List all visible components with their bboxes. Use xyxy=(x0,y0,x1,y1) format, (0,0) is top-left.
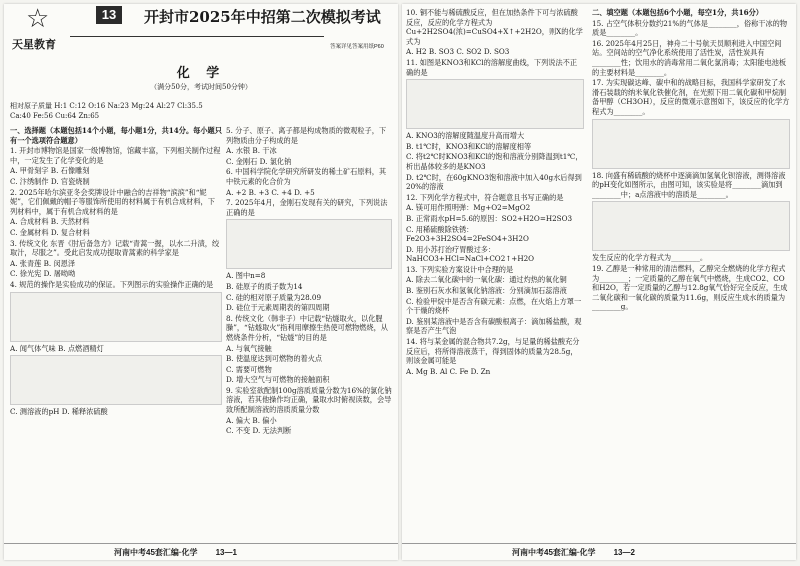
question-text: 14. 将与某金属的混合物共7.2g，与足量的稀盐酸充分反应后，将所得溶液蒸干，得到固体的质量为28.5g，则该金属可能是 xyxy=(406,337,580,366)
solubility-curve-figure xyxy=(406,79,584,129)
question-options: A. +2 B. +3 C. +4 D. +5 xyxy=(226,187,315,197)
exam-time-note: （满分50分，考试时间50分钟） xyxy=(150,83,252,91)
question-text: 19. 乙醇是一种常用的清洁燃料，乙醇完全燃烧的化学方程式为________；一定质量的乙醇在氧气中燃烧，生成CO2、CO和H2O，若一定质量的乙醇与12.8g氧气恰好完全反应，生成二氧化碳和一氧化碳的质量为11.6g，则反应生成水的质量为________g。 xyxy=(592,263,788,312)
reaction-microscopic-figure xyxy=(592,119,790,169)
question-options: C. 徐光宪 D. 屠呦呦 xyxy=(10,269,76,279)
question-options: A. 水银 B. 干冰 xyxy=(226,146,277,156)
question-text: 13. 下列实验方案设计中合理的是 xyxy=(406,264,514,274)
question-options: C. 测溶液的pH D. 稀释浓硫酸 xyxy=(10,407,108,417)
question-text: 1. 开封市博物馆是国家一级博物馆，馆藏丰富，下列相关制作过程中，一定发生了化学变化的是 xyxy=(10,146,221,165)
question-text: 9. 实验室欲配制100g溶质质量分数为16%的氯化钠溶液，若其他操作均正确，量取水时俯视读数，会导致所配制溶液的溶质质量分数 xyxy=(226,385,392,415)
question-text: 17. 为实现碳达峰、碳中和的战略目标，我国科学家研发了水滑石装载的纳米氧化铁催化剂，在光照下用二氧化碳和甲烷制备甲醇（CH3OH），反应的微观示意图如下，该反应的化学方程式为________。 xyxy=(592,78,790,116)
question-options: A. H2 B. SO3 C. SO2 D. SO3 xyxy=(406,47,510,57)
question-text: 6. 中国科学院化学研究所研发的稀土矿石原料，其中铁元素的化合价为 xyxy=(226,167,387,186)
question-options: A. 张青莲 B. 闵恩泽 xyxy=(10,258,76,268)
exam-number-badge: 13 xyxy=(96,6,122,24)
tianxing-logo xyxy=(8,6,70,54)
atomic-masses: 相对原子质量 H:1 C:12 O:16 Na:23 Mg:24 Al:27 Cl:35.5 Ca:40 Fe:56 Cu:64 Zn:65 xyxy=(10,102,203,120)
question-options: A. Mg B. Al C. Fe D. Zn xyxy=(406,366,491,376)
question-options: A. 与氧气接触 xyxy=(226,343,272,353)
section-heading: 二、填空题（本题包括6个小题，每空1分，共16分） xyxy=(592,8,763,17)
silicon-element-figure xyxy=(226,219,392,269)
brand-name: 天星教育 xyxy=(12,39,56,51)
question-text: 11. 如图是KNO3和KCl的溶解度曲线，下列说法不正确的是 xyxy=(406,57,578,77)
question-options: D. 硅位于元素周期表的第四周期 xyxy=(226,303,330,313)
question-options: D. 用小苏打治疗胃酸过多：NaHCO3+HCl=NaCl+CO2↑+H2O xyxy=(406,244,535,264)
question-text: 18. 向盛有稀硫酸的烧杯中逐滴滴加氢氧化钡溶液，测得溶液的pH变化如图所示，由图可知，该实验是将________滴加到________中；a点溶液中的溶质是________。 xyxy=(592,170,786,199)
question-options: C. 检验甲烷中是否含有碳元素：点燃，在火焰上方罩一个干燥的烧杯 xyxy=(406,296,582,316)
ph-curve-figure xyxy=(592,201,790,251)
question-text: 10. 铜不能与稀硫酸反应，但在加热条件下可与浓硫酸反应，反应的化学方程式为 Cu+2H2SO4(浓)=CuSO4+X↑+2H2O，则X的化学式为 xyxy=(406,8,583,46)
question-options: A. 镁可用作照明弹：Mg+O2=MgO2 xyxy=(406,203,531,213)
exam-page-left xyxy=(4,4,398,560)
question-text: 5. 分子、原子、离子都是构成物质的微观粒子，下列物质由分子构成的是 xyxy=(226,126,387,145)
footer-series: 河南中考45套汇编·化学 xyxy=(114,547,198,557)
page-footer xyxy=(4,543,398,560)
star-icon: ☆ xyxy=(26,4,50,34)
lab-operation-figure xyxy=(10,292,222,342)
question-text: 16. 2025年4月25日，神舟二十号航天员顺利进入中国空间站。空间站的空气净化系统使用了活性炭，活性炭具有________性；饮用水的消毒常用二氧化氯消毒；太阳能电池板的主要材料是________。 xyxy=(592,38,787,77)
question-options: A. 图中n=8 xyxy=(226,271,266,281)
question-options: B. t1℃时，KNO3和KCl的溶解度相等 xyxy=(406,141,532,151)
title-divider xyxy=(70,36,324,37)
question-options: A. 合成材料 B. 天然材料 xyxy=(10,217,90,227)
question-options: C. 汴绣制作 D. 官瓷烧制 xyxy=(10,176,90,186)
lab-operation-figure xyxy=(10,355,222,405)
question-options: C. 用稀硫酸除铁锈：Fe2O3+3H2SO4=2FeSO4+3H2O xyxy=(406,224,529,244)
question-options: A. 除去二氧化碳中的一氧化碳：通过灼热的氧化铜 xyxy=(406,275,567,285)
right-column-1 xyxy=(406,8,584,544)
question-options: C. 硅的相对原子质量为28.09 xyxy=(226,292,322,302)
question-options: B. 使温度达到可燃物的着火点 xyxy=(226,354,323,364)
question-options: A. 偏大 B. 偏小 xyxy=(226,415,277,425)
question-options: B. 鉴别石灰水和氢氧化钠溶液：分别滴加石蕊溶液 xyxy=(406,286,567,296)
footer-page-number: 13—1 xyxy=(215,547,237,557)
answer-location-note: 答案详见答案用纸P60 xyxy=(330,44,384,50)
page-footer xyxy=(402,543,796,560)
subject-title: 化 学 xyxy=(176,66,226,81)
question-text: 2. 2025年哈尔滨亚冬会奖牌设计中融合的吉祥物“滨滨”和“妮妮”，它们佩戴的帽子等服饰所使用的材料属于有机合成材料，下列材料中，属于有机合成材料的是 xyxy=(10,187,215,216)
question-text: 7. 2025年4月，金刚石发现有关的研究，下列说法正确的是 xyxy=(226,198,388,217)
question-options: A. 闻气体气味 B. 点燃酒精灯 xyxy=(10,343,104,353)
question-text: 12. 下列化学方程式中，符合题意且书写正确的是 xyxy=(406,192,564,202)
left-column-1 xyxy=(10,126,222,544)
question-options: C. 金属材料 D. 复合材料 xyxy=(10,227,90,237)
question-options: A. 甲骨刻字 B. 石像雕刻 xyxy=(10,166,90,176)
footer-series: 河南中考45套汇编·化学 xyxy=(512,547,596,557)
question-text: 15. 占空气体积分数约21%的气体是________，俗称干冰的物质是________。 xyxy=(592,18,788,38)
question-options: B. 正常雨水pH=5.6的原因：SO2+H2O=H2SO3 xyxy=(406,213,573,223)
question-options: A. KNO3的溶解度随温度升高而增大 xyxy=(406,131,525,141)
right-column-2 xyxy=(592,8,790,544)
footer-page-number: 13—2 xyxy=(613,547,635,557)
question-options: C. 将t2℃时KNO3和KCl的饱和溶液分别降温到t1℃，析出晶体较多的是KNO3 xyxy=(406,152,583,171)
question-options: D. t2℃时，在60gKNO3饱和溶液中加入40g水后得到20%的溶液 xyxy=(406,172,582,192)
question-options: C. 不变 D. 无法判断 xyxy=(226,426,292,436)
question-options: D. 增大空气与可燃物的接触面积 xyxy=(226,375,330,385)
question-options: C. 金刚石 D. 氯化钠 xyxy=(226,156,292,166)
question-options: C. 需要可燃物 xyxy=(226,364,272,374)
question-text: 8. 传统文化（韩非子）中记载“钻燧取火，以化腥臊”，“钻燧取火”指利用摩擦生热使可燃物燃烧，从燃烧条件分析，“钻燧”的目的是 xyxy=(226,313,388,342)
question-text: 3. 传统文化 东晋《肘后备急方》记载“青蒿一握，以水二升渍，绞取汁，尽服之”。受此启发成功提取青蒿素的科学家是 xyxy=(10,238,220,258)
question-options: D. 鉴别某溶液中是否含有碳酸根离子：滴加稀盐酸，观察是否产生气泡 xyxy=(406,316,582,336)
question-options: B. 硅原子的质子数为14 xyxy=(226,281,303,291)
left-column-2 xyxy=(226,126,392,544)
section-heading: 一、选择题（本题包括14个小题，每小题1分，共14分。每小题只有一个选项符合题意） xyxy=(10,126,222,145)
exam-page-right xyxy=(402,4,796,560)
question-text: 发生反应的化学方程式为________。 xyxy=(592,253,708,263)
exam-title: 开封市2025年中招第二次模拟考试 xyxy=(144,8,381,26)
question-text: 4. 规范的操作是实验成功的保证。下列图示的实验操作正确的是 xyxy=(10,279,214,289)
